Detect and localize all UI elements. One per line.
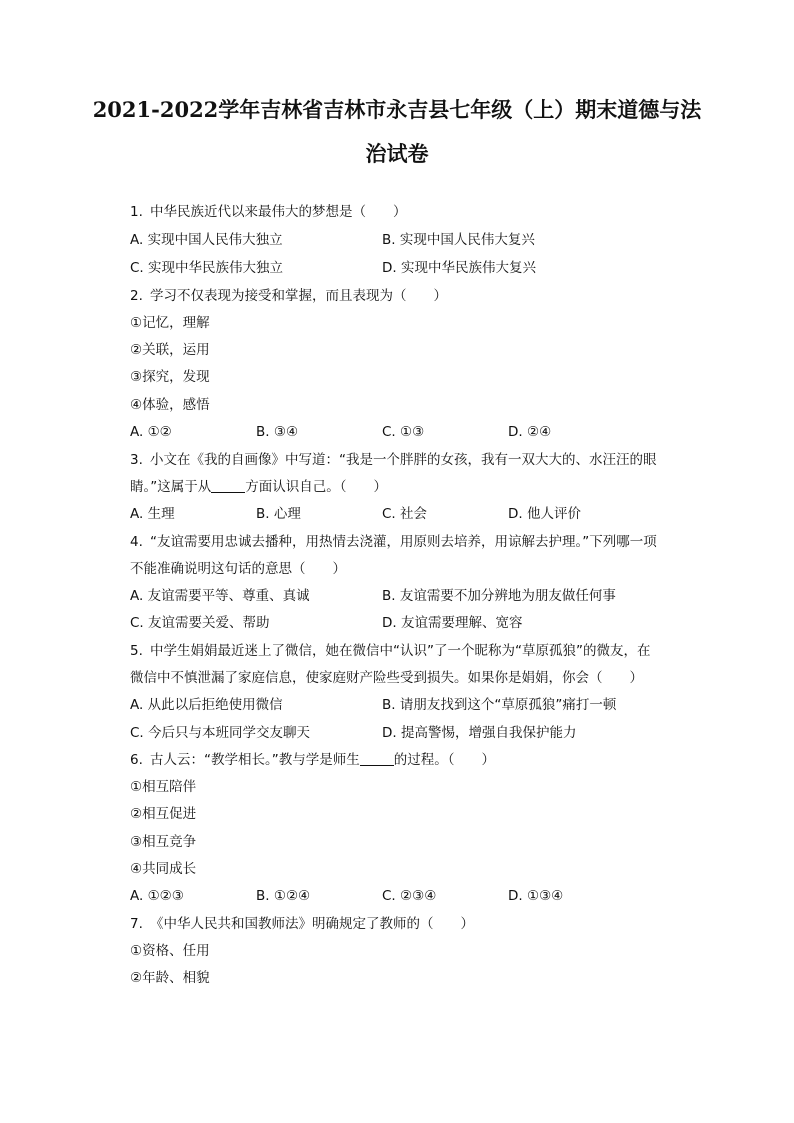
q1-option-b: B. 实现中国人民伟大复兴: [382, 232, 535, 248]
q6-option-b: B. ①②④: [256, 888, 311, 904]
question-number: 3.: [130, 452, 143, 468]
question-3-stem: [130, 450, 657, 470]
stem-text: 方面认识自己。（ ）: [245, 479, 387, 495]
q5-option-b: B. 请朋友找到这个“草原孤狼”痛打一顿: [382, 697, 617, 713]
q4-option-a: A. 友谊需要平等、尊重、真诚: [130, 588, 310, 604]
question-4-stem: [130, 532, 657, 552]
stem-text: 中学生娟娟最近迷上了微信，她在微信中“认识”了一个昵称为“草原孤狼”的微友，在: [150, 643, 651, 659]
stem-text: 睛。”这属于从: [130, 479, 212, 495]
q7-item-2: ②年龄、相貌: [130, 970, 210, 986]
q4-option-c: C. 友谊需要关爱、帮助: [130, 615, 270, 631]
question-6-stem: [130, 750, 495, 770]
stem-text: 的过程。（ ）: [393, 752, 495, 768]
q6-option-d: D. ①③④: [508, 888, 564, 904]
q7-item-1: ①资格、任用: [130, 943, 210, 959]
stem-text: 小文在《我的自画像》中写道：“我是一个胖胖的女孩，我有一双大大的、水汪汪的眼: [150, 452, 657, 468]
exam-title-line1: 2021-2022学年吉林省吉林市永吉县七年级（上）期末道德与法: [92, 97, 702, 122]
q3-option-a: A. 生理: [130, 506, 175, 522]
q1-option-a: A. 实现中国人民伟大独立: [130, 232, 283, 248]
question-number: 7.: [130, 916, 143, 932]
q2-item-1: ①记忆，理解: [130, 315, 210, 331]
question-7-stem: [130, 914, 474, 934]
question-number: 5.: [130, 643, 143, 659]
stem-text: 《中华人民共和国教师法》明确规定了教师的（ ）: [150, 916, 474, 932]
q2-option-b: B. ③④: [256, 424, 299, 440]
answer-blank: [360, 751, 394, 766]
q1-option-d: D. 实现中华民族伟大复兴: [382, 260, 536, 276]
q3-option-b: B. 心理: [256, 506, 301, 522]
q2-option-a: A. ①②: [130, 424, 172, 440]
q3-option-c: C. 社会: [382, 506, 428, 522]
q2-item-2: ②关联，运用: [130, 342, 210, 358]
q6-option-c: C. ②③④: [382, 888, 437, 904]
stem-text: “友谊需要用忠诚去播种，用热情去浇灌，用原则去培养，用谅解去护理。”下列哪一项: [150, 534, 657, 550]
question-5-stem-line2: 微信中不慎泄漏了家庭信息，使家庭财产险些受到损失。如果你是娟娟，你会（ ）: [130, 670, 643, 686]
q5-option-a: A. 从此以后拒绝使用微信: [130, 697, 283, 713]
question-2-stem: [130, 286, 447, 306]
q2-option-c: C. ①③: [382, 424, 425, 440]
q5-option-c: C. 今后只与本班同学交友聊天: [130, 725, 311, 741]
q2-item-4: ④体验，感悟: [130, 397, 210, 413]
question-5-stem: [130, 641, 650, 661]
exam-title-line2: 治试卷: [365, 141, 429, 166]
question-3-stem-line2: [130, 477, 387, 497]
question-1-stem: [130, 202, 407, 222]
q4-option-d: D. 友谊需要理解、宽容: [382, 615, 523, 631]
question-number: 4.: [130, 534, 143, 550]
answer-blank: [211, 478, 245, 493]
q2-option-d: D. ②④: [508, 424, 552, 440]
stem-text: 中华民族近代以来最伟大的梦想是（ ）: [150, 204, 407, 220]
stem-text: 古人云：“教学相长。”教与学是师生: [150, 752, 360, 768]
q3-option-d: D. 他人评价: [508, 506, 581, 522]
q6-item-3: ③相互竞争: [130, 834, 197, 850]
q6-item-4: ④共同成长: [130, 861, 197, 877]
q6-item-2: ②相互促进: [130, 806, 197, 822]
question-4-stem-line2: 不能准确说明这句话的意思（ ）: [130, 561, 346, 577]
q6-option-a: A. ①②③: [130, 888, 184, 904]
stem-text: 学习不仅表现为接受和掌握，而且表现为（ ）: [150, 288, 447, 304]
q6-item-1: ①相互陪伴: [130, 779, 197, 795]
q1-option-c: C. 实现中华民族伟大独立: [130, 260, 284, 276]
q5-option-d: D. 提高警惕，增强自我保护能力: [382, 725, 577, 741]
question-number: 1.: [130, 204, 143, 220]
question-number: 2.: [130, 288, 143, 304]
question-number: 6.: [130, 752, 143, 768]
q2-item-3: ③探究，发现: [130, 369, 210, 385]
q4-option-b: B. 友谊需要不加分辨地为朋友做任何事: [382, 588, 616, 604]
